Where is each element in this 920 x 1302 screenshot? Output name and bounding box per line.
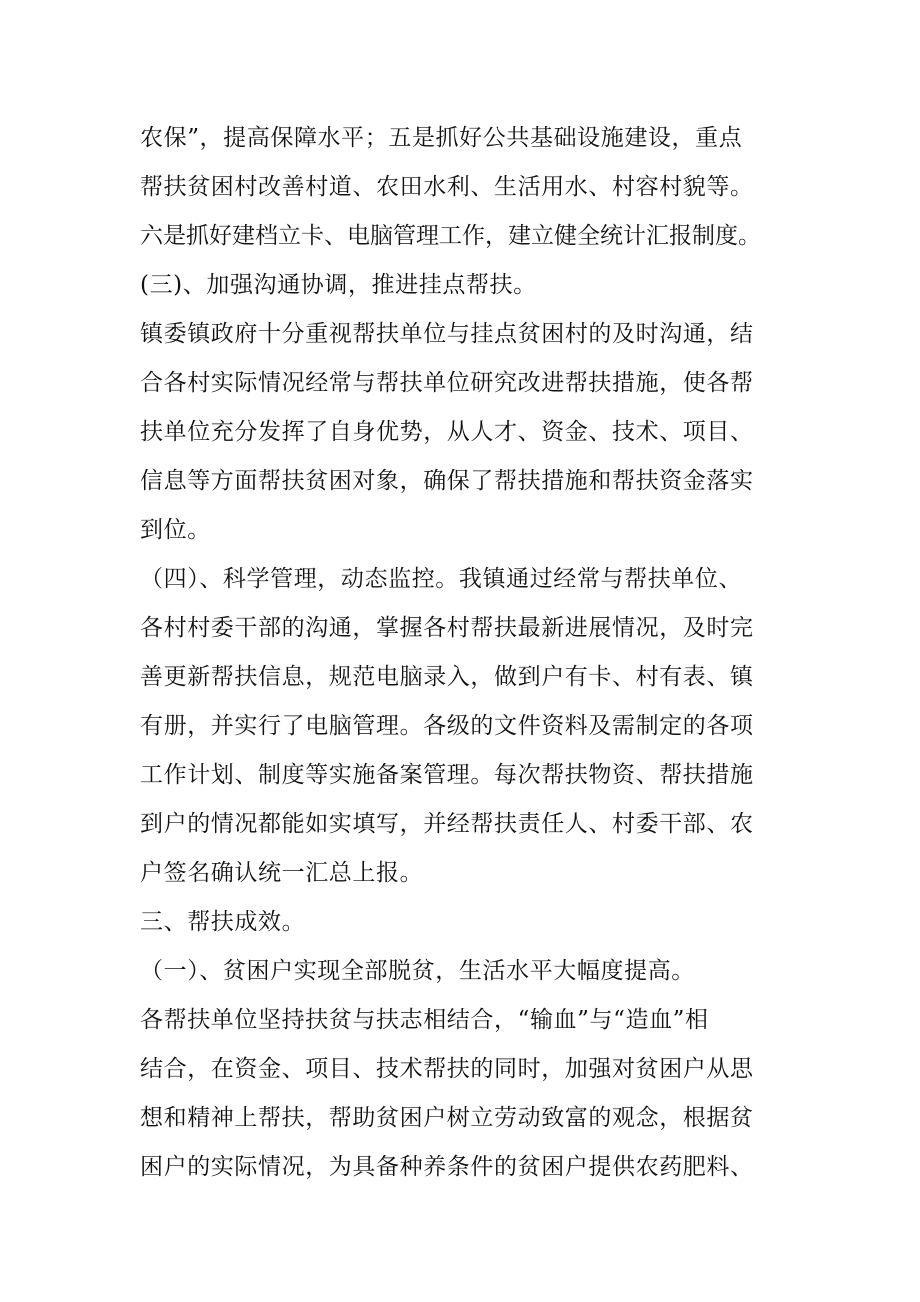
section-heading-1: （一）、贫困户实现全部脱贫，生活水平大幅度提高。: [140, 958, 695, 984]
text-line-1: 农保”，提高保障水平；五是抓好公共基础设施建设，重点: [140, 125, 743, 151]
document-body: [140, 114, 800, 1192]
text-line-22: 困户的实际情况，为具备种养条件的贫困户提供农药肥料、: [140, 1154, 754, 1180]
text-line-19: 各帮扶单位坚持扶贫与扶志相结合，“输血”与“造血”相: [140, 1007, 709, 1033]
text-line-14: 工作计划、制度等实施备案管理。每次帮扶物资、帮扶措施: [140, 762, 754, 788]
text-line-5: 镇委镇政府十分重视帮扶单位与挂点贫困村的及时沟通，结: [140, 321, 754, 347]
text-line-7: 扶单位充分发挥了自身优势，从人才、资金、技术、项目、: [140, 419, 754, 445]
text-line-11: 各村村委干部的沟通，掌握各村帮扶最新进展情况，及时完: [140, 615, 754, 641]
text-line-13: 有册，并实行了电脑管理。各级的文件资料及需制定的各项: [140, 713, 754, 739]
text-line-2: 帮扶贫困村改善村道、农田水利、生活用水、村容村貌等。: [140, 174, 754, 200]
chapter-heading-3: 三、帮扶成效。: [140, 909, 306, 935]
section-heading-4: （四）、科学管理，动态监控。我镇通过经常与帮扶单位、: [140, 566, 743, 592]
text-line-9: 到位。: [140, 517, 211, 543]
text-line-12: 善更新帮扶信息，规范电脑录入，做到户有卡、村有表、镇: [140, 664, 754, 690]
section-heading-3: (三)、加强沟通协调，推进挂点帮扶。: [140, 272, 537, 298]
text-line-15: 到户的情况都能如实填写，并经帮扶责任人、村委干部、农: [140, 811, 754, 837]
text-line-6: 合各村实际情况经常与帮扶单位研究改进帮扶措施，使各帮: [140, 370, 754, 396]
text-line-21: 想和精神上帮扶，帮助贫困户树立劳动致富的观念，根据贫: [140, 1105, 754, 1131]
text-line-8: 信息等方面帮扶贫困对象，确保了帮扶措施和帮扶资金落实: [140, 468, 754, 494]
text-line-20: 结合，在资金、项目、技术帮扶的同时，加强对贫困户从思: [140, 1056, 754, 1082]
text-line-16: 户签名确认统一汇总上报。: [140, 860, 424, 886]
text-line-3: 六是抓好建档立卡、电脑管理工作，建立健全统计汇报制度。: [140, 223, 761, 249]
